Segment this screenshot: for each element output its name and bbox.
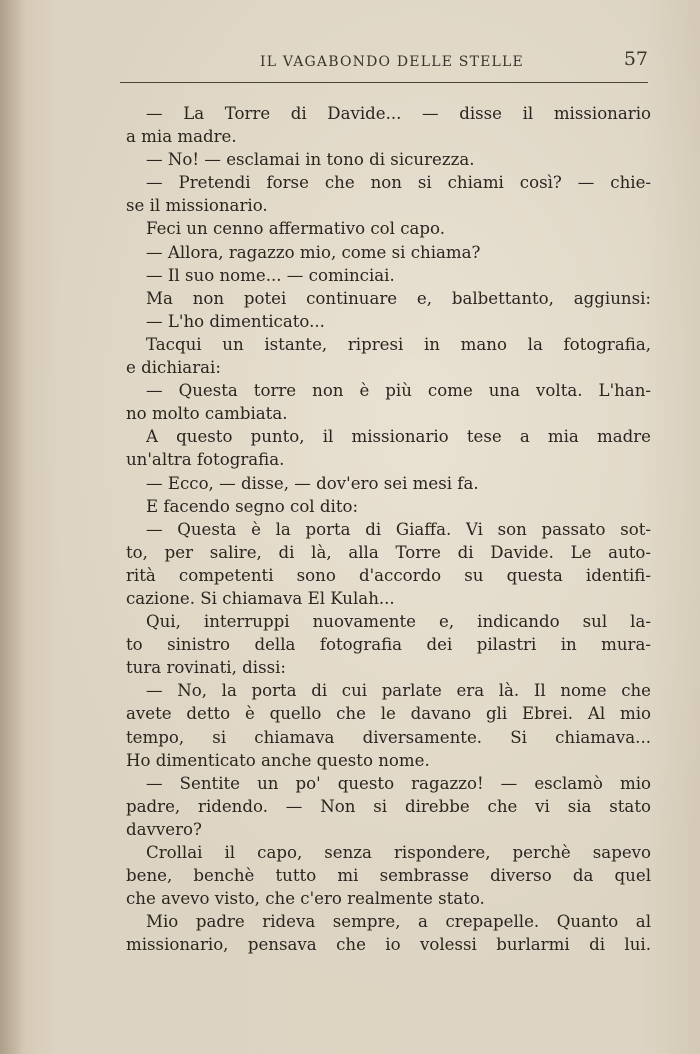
text-line: Mio padre rideva sempre, a crepapelle. Quanto al	[146, 912, 651, 932]
text-line: rità competenti sono d'accordo su questa identifi-	[126, 565, 651, 585]
text-line: — Allora, ragazzo mio, come si chiama?	[146, 242, 481, 262]
text-line: Qui, interruppi nuovamente e, indicando sul la-	[146, 612, 651, 632]
page-header	[120, 48, 650, 74]
text-line: Feci un cenno affermativo col capo.	[146, 219, 446, 239]
text-line: davvero?	[126, 819, 202, 839]
text-line: — No! — esclamai in tono di sicurezza.	[146, 150, 475, 170]
running-title: IL VAGABONDO DELLE STELLE	[260, 54, 524, 70]
text-line: Ho dimenticato anche questo nome.	[126, 750, 430, 770]
text-line: A questo punto, il missionario tese a mia madre	[146, 427, 651, 447]
text-line: — Questa torre non è più come una volta. L'han-	[146, 381, 651, 401]
text-line: E facendo segno col dito:	[146, 496, 359, 516]
page-number: 57	[623, 48, 648, 70]
body-text	[126, 102, 651, 956]
header-rule	[120, 82, 648, 83]
text-line: che avevo visto, che c'ero realmente stato.	[126, 889, 485, 909]
text-line: un'altra fotografia.	[126, 450, 285, 470]
text-line: no molto cambiata.	[126, 404, 288, 424]
text-line: to, per salire, di là, alla Torre di Davide. Le auto-	[126, 542, 651, 562]
text-line: — Il suo nome... — cominciai.	[146, 265, 395, 285]
text-line: se il missionario.	[126, 196, 268, 216]
text-line: — L'ho dimenticato...	[146, 311, 325, 331]
text-line: bene, benchè tutto mi sembrasse diverso da quel	[126, 866, 651, 886]
text-line: — La Torre di Davide... — disse il missionario	[146, 104, 651, 123]
text-line: tura rovinati, dissi:	[126, 658, 287, 678]
text-line: Ma non potei continuare e, balbettanto, aggiunsi:	[146, 288, 651, 308]
text-line: to sinistro della fotografia dei pilastri in mura-	[126, 635, 651, 655]
page-gutter-shadow	[0, 0, 26, 1054]
text-line: cazione. Si chiamava El Kulah...	[126, 588, 395, 608]
text-line: avete detto è quello che le davano gli Ebrei. Al mio	[126, 704, 651, 724]
text-line: Tacqui un istante, ripresi in mano la fotografia,	[146, 334, 651, 354]
text-line: — Questa è la porta di Giaffa. Vi son passato sot-	[146, 519, 651, 539]
text-line: missionario, pensava che io volessi burlarmi di lui.	[126, 935, 651, 955]
text-line: a mia madre.	[126, 127, 237, 147]
text-line: tempo, si chiamava diversamente. Si chiamava...	[126, 727, 651, 747]
text-line: — Sentite un po' questo ragazzo! — esclamò mio	[146, 773, 651, 793]
text-line: Crollai il capo, senza rispondere, perchè sapevo	[146, 843, 651, 862]
text-line: — Pretendi forse che non si chiami così? — chie-	[146, 173, 651, 193]
text-line: — Ecco, — disse, — dov'ero sei mesi fa.	[146, 473, 479, 493]
text-line: padre, ridendo. — Non si direbbe che vi sia stato	[126, 796, 651, 816]
text-line: — No, la porta di cui parlate era là. Il nome che	[146, 681, 651, 701]
text-line: e dichiarai:	[126, 358, 221, 378]
